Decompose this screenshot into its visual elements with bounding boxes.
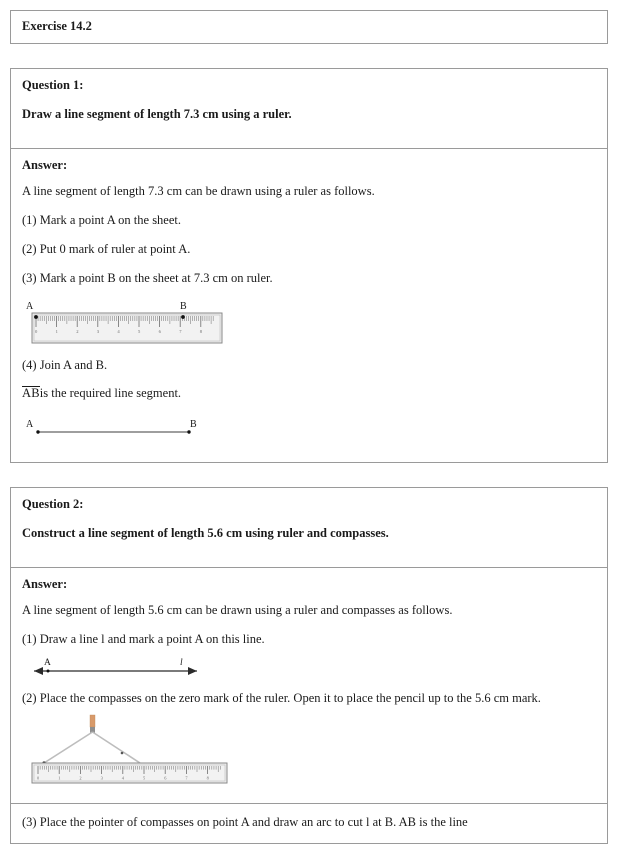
segment-figure (22, 416, 596, 440)
ruler-point-a-label: A (26, 300, 34, 312)
svg-text:2: 2 (79, 775, 82, 781)
svg-text:8: 8 (206, 775, 209, 781)
exercise-title: Exercise 14.2 (22, 19, 92, 33)
answer-1-intro: A line segment of length 7.3 cm can be drawn using a ruler as follows. (22, 184, 375, 198)
answer-1-label: Answer: (22, 158, 68, 172)
question-1-label: Question 1: (22, 78, 84, 92)
ruler-diagram (22, 299, 232, 345)
svg-text:1: 1 (55, 328, 58, 334)
svg-text:7: 7 (179, 328, 182, 334)
question-2-step-3-row (11, 804, 607, 843)
segment-dot-a (36, 431, 39, 434)
line-l-arrow-right (188, 667, 197, 675)
segment-point-a-label: A (26, 419, 34, 431)
segment-ab-notation: AB (22, 386, 40, 401)
svg-text:3: 3 (96, 328, 100, 334)
ruler-figure (22, 299, 596, 345)
question-2-box (10, 487, 608, 844)
answer-1-conclusion-rest: is the required line segment. (39, 386, 182, 401)
svg-text:4: 4 (121, 775, 125, 781)
line-l-figure (22, 654, 596, 680)
compass-right-arm (93, 732, 141, 763)
answer-1-conclusion (22, 385, 596, 402)
svg-text:4: 4 (117, 328, 120, 334)
question-1-text: Draw a line segment of length 7.3 cm using a ruler. (22, 107, 292, 121)
compass-ruler-diagram (22, 713, 234, 785)
answer-1-step-4: (4) Join A and B. (22, 357, 108, 372)
svg-text:6: 6 (158, 328, 161, 334)
question-2-prompt (11, 488, 607, 568)
svg-text:7: 7 (185, 775, 188, 781)
svg-text:5: 5 (138, 328, 141, 334)
answer-2-step-3: (3) Place the pointer of compasses on point A and draw an arc to cut l at B. AB is the line (22, 814, 468, 829)
exercise-title-box (10, 10, 608, 44)
segment-dot-b (187, 431, 190, 434)
question-2-label: Question 2: (22, 497, 84, 512)
svg-text:3: 3 (100, 775, 103, 781)
svg-text:6: 6 (164, 775, 167, 781)
svg-text:8: 8 (199, 328, 203, 334)
answer-1-step-3: (3) Mark a point B on the sheet at 7.3 cm on ruler. (22, 270, 273, 285)
question-1-box (10, 68, 608, 463)
answer-2-label: Answer: (22, 577, 68, 592)
ruler-point-b-dot (181, 315, 185, 319)
spacer-2 (10, 463, 609, 487)
segment-point-b-label: B (190, 419, 197, 431)
ruler-inner (34, 315, 220, 341)
segment-diagram (22, 416, 212, 440)
answer-2-step-2: (2) Place the compasses on the zero mark of the ruler. Open it to place the pencil up to the 5.6 cm mark. (22, 691, 541, 705)
question-1-answer (11, 149, 607, 462)
compass-pencil (90, 715, 95, 727)
compass-ruler-inner (34, 765, 225, 781)
compass-arm-marker (121, 752, 124, 755)
ruler-point-b-label: B (180, 300, 187, 312)
spacer (10, 44, 609, 68)
question-2-text: Construct a line segment of length 5.6 cm using ruler and compasses. (22, 526, 389, 541)
question-1-prompt (11, 69, 607, 149)
line-l-point-a-label: A (44, 658, 51, 668)
svg-text:0: 0 (37, 775, 40, 781)
question-2-answer (11, 568, 607, 804)
line-l-diagram (22, 654, 237, 680)
answer-1-step-1: (1) Mark a point A on the sheet. (22, 212, 181, 227)
svg-text:5: 5 (143, 775, 146, 781)
line-l-arrow-left (34, 667, 43, 675)
svg-text:0: 0 (35, 328, 38, 334)
ruler-point-a-dot (34, 315, 38, 319)
compass-ruler-figure (22, 713, 596, 785)
line-l-label: l (180, 658, 183, 668)
answer-2-step-1: (1) Draw a line l and mark a point A on this line. (22, 632, 265, 647)
line-l-point-a-dot (47, 670, 50, 673)
answer-1-step-2: (2) Put 0 mark of ruler at point A. (22, 241, 191, 256)
answer-2-intro: A line segment of length 5.6 cm can be drawn using a ruler and compasses as follows. (22, 603, 453, 618)
compass-left-arm (44, 732, 93, 763)
svg-text:1: 1 (58, 775, 61, 781)
svg-text:2: 2 (76, 328, 79, 334)
